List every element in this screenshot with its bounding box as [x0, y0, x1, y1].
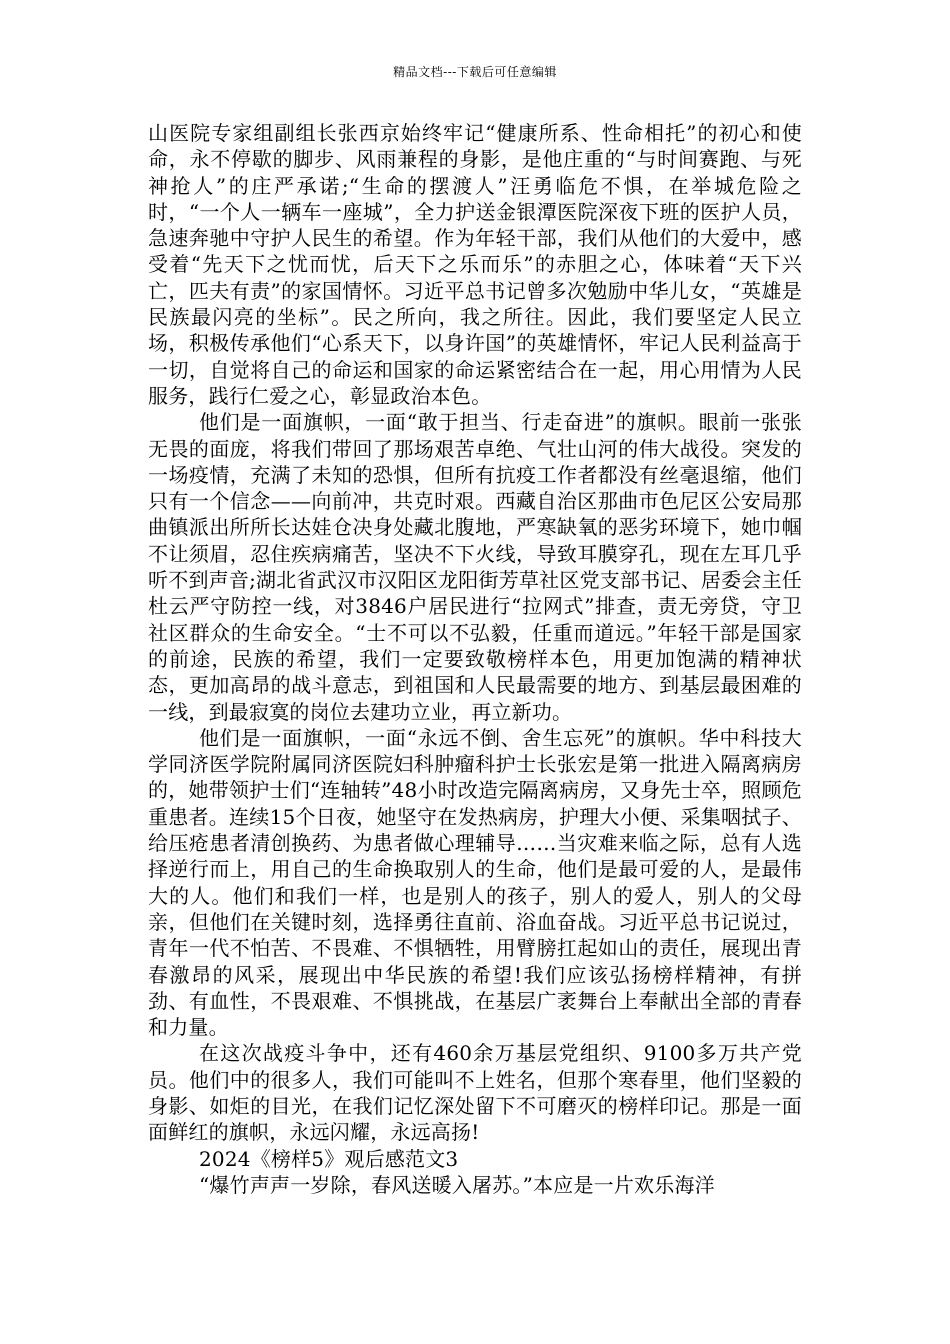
page-header: 精品文档---下载后可任意编辑 — [393, 65, 557, 79]
paragraph-3: 他们是一面旗帜，一面“永远不倒、舍生忘死”的旗帜。华中科技大学同济医学院附属同济医院妇科肿瘤科护士长张宏是第一批进入隔离病房的，她带领护士们“连轴转”48小时改造完隔离病房，又身先士卒，照顾危重患者。连续15个日夜，她坚守在发热病房，护理大小便、采集咽拭子、给压疮患者清创换药、为患者做心理辅导……当灾难来临之际，总有人选择逆行而上，用自己的生命换取别人的生命，他们是最可爱的人，是最伟大的人。他们和我们一样，也是别人的孩子，别人的爱人，别人的父母亲，但他们在关键时刻，选择勇往直前、浴血奋战。习近平总书记说过，青年一代不怕苦、不畏难、不惧牺牲，用臂膀扛起如山的责任，展现出青春激昂的风采，展现出中华民族的希望!我们应该弘扬榜样精神，有拼劲、有血性，不畏艰难、不惧挑战，在基层广袤舞台上奉献出全部的青春和力量。 — [148, 725, 802, 1040]
paragraph-2: 他们是一面旗帜，一面“敢于担当、行走奋进”的旗帜。眼前一张张无畏的面庞，将我们带回了那场艰苦卓绝、气壮山河的伟大战役。突发的一场疫情，充满了未知的恐惧，但所有抗疫工作者都没有丝毫退缩，他们只有一个信念——向前冲，共克时艰。西藏自治区那曲市色尼区公安局那曲镇派出所所长达娃仓决身处藏北腹地，严寒缺氧的恶劣环境下，她巾帼不让须眉，忍住疾病痛苦，坚决不下火线，导致耳膜穿孔，现在左耳几乎听不到声音;湖北省武汉市汉阳区龙阳街芳草社区党支部书记、居委会主任杜云严守防控一线，对3846户居民进行“拉网式”排查，责无旁贷，守卫社区群众的生命安全。“士不可以不弘毅，任重而道远。”年轻干部是国家的前途，民族的希望，我们一定要致敬榜样本色，用更加饱满的精神状态，更加高昂的战斗意志，到祖国和人民最需要的地方、到基层最困难的一线，到最寂寞的岗位去建功立业，再立新功。 — [148, 410, 802, 724]
paragraph-4: 在这次战疫斗争中，还有460余万基层党组织、9100多万共产党员。他们中的很多人，我们可能叫不上姓名，但那个寒春里，他们坚毅的身影、如炬的目光，在我们记忆深处留下不可磨灭的榜样印记。那是一面面鲜红的旗帜，永远闪耀，永远高扬! — [148, 1041, 802, 1145]
document-body — [148, 120, 802, 1198]
section-title: 2024《榜样5》观后感范文3 — [199, 1146, 459, 1171]
paragraph-5: “爆竹声声一岁除，春风送暖入屠苏。”本应是一片欢乐海洋 — [199, 1172, 715, 1197]
paragraph-1: 山医院专家组副组长张西京始终牢记“健康所系、性命相托”的初心和使命，永不停歇的脚步、风雨兼程的身影，是他庄重的“与时间赛跑、与死神抢人”的庄严承诺;“生命的摆渡人”汪勇临危不惧，在举城危险之时，“一个人一辆车一座城”，全力护送金银潭医院深夜下班的医护人员，急速奔驰中守护人民生的希望。作为年轻干部，我们从他们的大爱中，感受着“先天下之忧而忧，后天下之乐而乐”的赤胆之心，体味着“天下兴亡，匹夫有责”的家国情怀。习近平总书记曾多次勉励中华儿女，“英雄是民族最闪亮的坐标”。民之所向，我之所往。因此，我们要坚定人民立场，积极传承他们“心系天下，以身许国”的英雄情怀，牢记人民利益高于一切，自觉将自己的命运和国家的命运紧密结合在一起，用心用情为人民服务，践行仁爱之心，彰显政治本色。 — [148, 121, 802, 408]
